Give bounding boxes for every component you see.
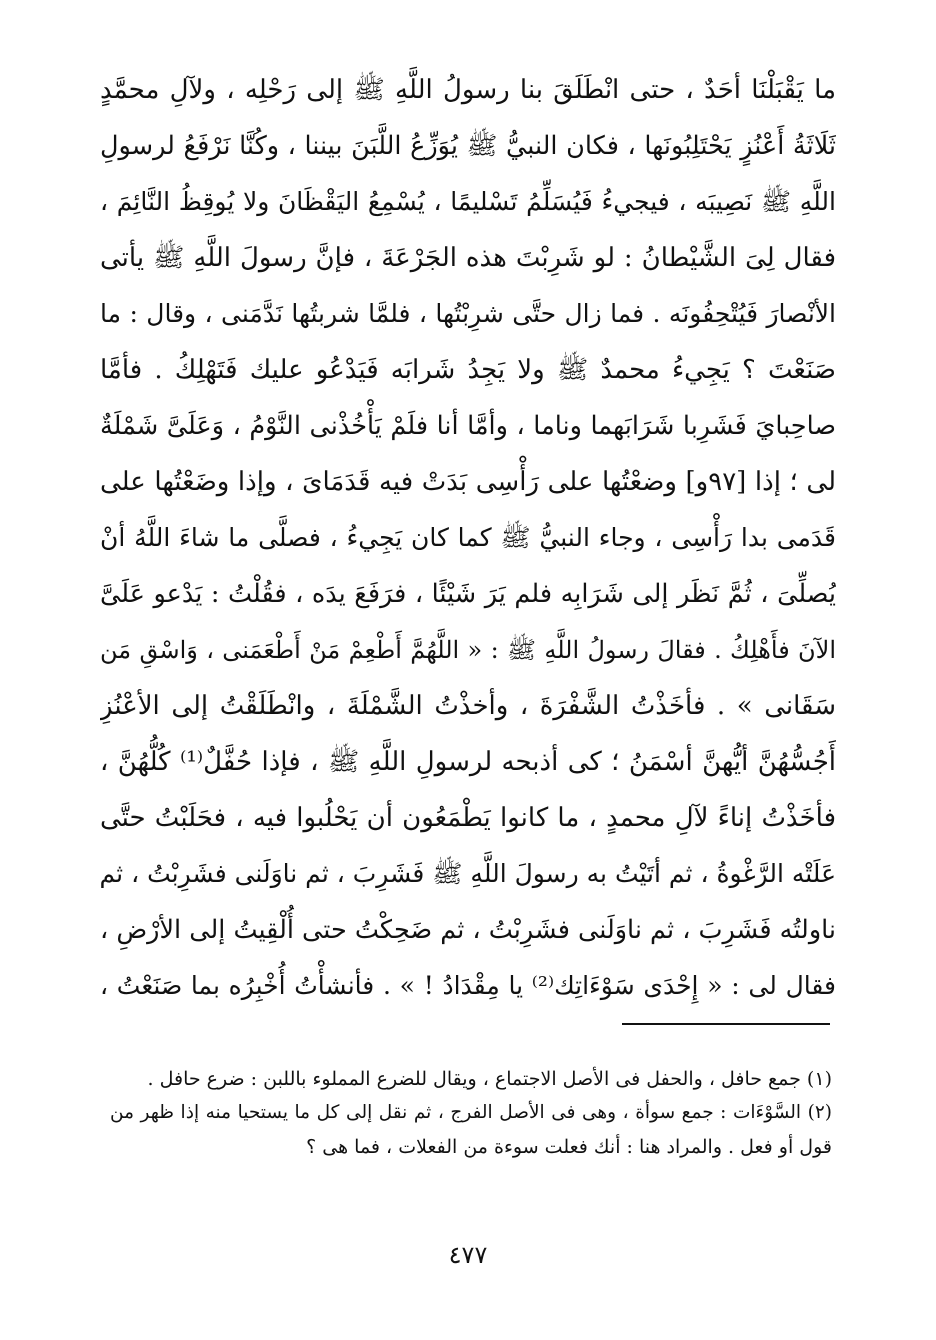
footnote-2-continued: قول أو فعل . والمراد هنا : أنك فعلت سوءة من الفعلات ، فما هى ؟ (306, 1136, 832, 1158)
text-line: فقال لى : « إِحْدَى سَوْءَاتِك⁽²⁾ يا مِقْدَادُ ! » . فأنشأْتُ أُخْبِرُه بما صَنَعْتُ ، (100, 971, 836, 1000)
text-line: صَنَعْتَ ؟ يَجِيءُ محمدٌ ﷺ ولا يَجِدُ شَرابَه فَيَدْعُو عليك فَتَهْلِكُ . فأمَّا (100, 355, 836, 385)
text-line: لى ؛ إذا [٩٧و] وضعْتُها على رَأْسِى بَدَتْ فيه قَدَمَاىَ ، وإذا وضَعْتُها على (100, 467, 836, 497)
text-line: عَلَتْه الرَّغْوةُ ، ثم أتَيْتُ به رسولَ اللَّهِ ﷺ فَشَرِبَ ، ثم ناوَلَنى فشَرِبْتُ ، ثم (100, 859, 836, 888)
text-line: فقال لِىَ الشَّيْطانُ : لو شَرِبْتَ هذه الجَرْعَةَ ، فإنَّ رسولَ اللَّهِ ﷺ يأتى (100, 243, 836, 273)
text-line: ناولتُه فَشَرِبَ ، ثم ناوَلَنى فشَرِبْتُ ، ثم ضَحِكْتُ حتى أُلْقِيتُ إلى الأرْضِ ، (100, 915, 836, 945)
text-line: الأنْصارَ فَيُتْحِفُونَه . فما زال حتَّى شرِبْتُها ، فلمَّا شربتُها نَدَّمَنى ، وقال : ما (100, 299, 836, 328)
text-line: صاحِبايَ فَشَرِبا شَرَابَهما وناما ، وأمَّا أنا فلَمْ يَأْخُذْنى النَّوْمُ ، وَعَلَىَّ شَمْلَةٌ (100, 411, 836, 441)
text-line: الآنَ فأَهْلِكُ . فقالَ رسولُ اللَّهِ ﷺ : « اللَّهُمَّ أَطْعِمْ مَنْ أَطْعَمَنى ، وَاسْقِ مَن (100, 636, 836, 664)
text-line: أَجُسُّهُنَّ أيُّهنَّ أسْمَنُ ؛ كى أذبحه لرسولِ اللَّهِ ﷺ ، فإذا حُفَّلٌ⁽¹⁾ كُلُّهُنَّ ، (100, 747, 836, 777)
text-line: قَدَمى بدا رَأْسِى ، وجاء النبيُّ ﷺ كما كان يَجِيءُ ، فصلَّى ما شاءَ اللَّهُ أنْ (100, 523, 836, 552)
page-number: ٤٧٧ (448, 1241, 488, 1269)
text-line: سَقَانى » . فأخَذْتُ الشَّفْرَةَ ، وأخذْتُ الشَّمْلَةَ ، وانْطَلَقْتُ إلى الأعْنُزِ (100, 691, 836, 721)
text-line: يُصلِّىَ ، ثُمَّ نَظَر إلى شَرَابِه فلم يَرَ شَيْئًا ، فرَفَعَ يدَه ، فقُلْتُ : يَدْعو عَلَىَّ (100, 579, 836, 609)
footnote-1: (١) جمع حافل ، والحفل فى الأصل الاجتماع ، ويقال للضرع المملوء باللبن : ضرع حافل . (147, 1068, 832, 1090)
footnote-separator (622, 1023, 830, 1025)
text-line: ما يَقْبَلْنَا أحَدٌ ، حتى انْطَلَقَ بنا رسولُ اللَّهِ ﷺ إلى رَحْلِه ، ولآلِ محمَّدٍ (100, 75, 836, 105)
main-text (100, 62, 836, 1014)
text-line: ثَلَاثَةُ أَعْنُزٍ يَحْتَلِبُونَها ، فكان النبيُّ ﷺ يُوَزِّعُ اللَّبَنَ بيننا ، وكُنَّا نَرْفَعُ لرسولِ (100, 131, 836, 161)
text-line: اللَّهِ ﷺ نَصِيبَه ، فيجيءُ فَيُسَلِّمُ تَسْليمًا ، يُسْمِعُ اليَقْظَانَ ولا يُوقِظُ النَّائِمَ ، (100, 187, 836, 216)
footnotes (110, 1062, 832, 1164)
text-line: فأخَذْتُ إناءً لآلِ محمدٍ ، ما كانوا يَطْمَعُون أن يَحْلُبوا فيه ، فحَلَبْتُ حتَّى (100, 803, 836, 833)
footnote-2: (٢) السَّوْءَات : جمع سوأة ، وهى فى الأصل الفرج ، ثم نقل إلى كل ما يستحيا منه إذا ظهر من (110, 1102, 832, 1123)
